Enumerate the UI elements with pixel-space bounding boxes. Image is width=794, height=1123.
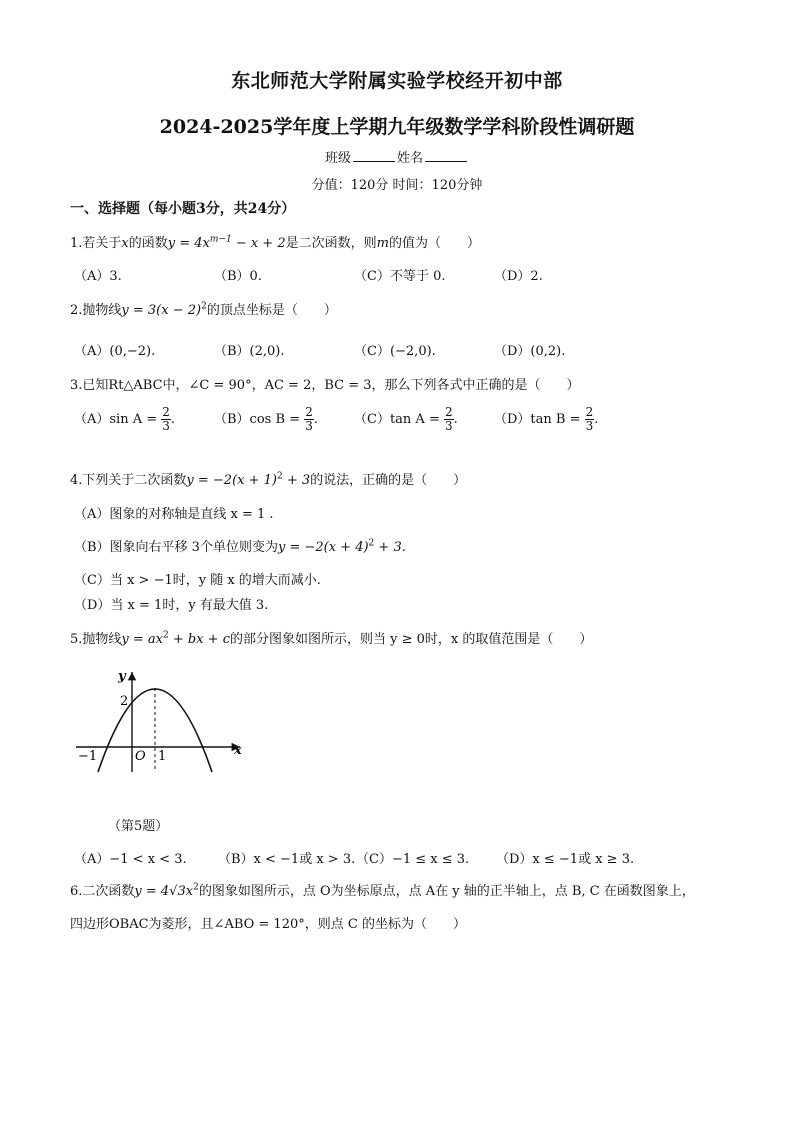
fraction: $\frac{2}{3}$	[305, 405, 313, 433]
q1-option-a[interactable]: （A）3.	[74, 269, 122, 284]
fraction: $\frac{2}{3}$	[585, 405, 594, 433]
name-label: 姓名	[397, 151, 424, 166]
question-1: 1.若关于x的函数$y = 4x^{m-1} - x + 2$是二次函数，则m的值为（ ）	[70, 234, 480, 251]
q1-option-b[interactable]: （B）0.	[214, 269, 262, 284]
label-origin: O	[135, 749, 146, 764]
q5-option-b[interactable]: （B）x < −1或 x > 3.	[218, 852, 356, 867]
figure-caption: （第5题）	[108, 819, 169, 834]
q5-option-a[interactable]: （A）−1 < x < 3.	[74, 852, 187, 867]
q2-option-a[interactable]: （A）(0,−2).	[74, 344, 156, 359]
q5-option-d[interactable]: （D）x ≤ −1或 x ≥ 3.	[496, 852, 635, 867]
q2-option-c[interactable]: （C）(−2,0).	[354, 344, 436, 359]
q4-option-a[interactable]: （A）图象的对称轴是直线 x = 1 .	[74, 507, 274, 522]
question-6-line-2: 四边形OBAC为菱形，且∠ABO = 120°，则点 C 的坐标为（ ）	[70, 917, 466, 932]
q3-option-b[interactable]: （B）cos B = $\frac{2}{3}$ .	[214, 405, 318, 433]
fraction: $\frac{2}{3}$	[162, 405, 170, 433]
q3-option-d[interactable]: （D）tan B = $\frac{2}{3}$ .	[494, 405, 599, 433]
q5-option-c[interactable]: （C）−1 ≤ x ≤ 3.	[356, 852, 470, 867]
q4-option-b[interactable]: （B）图象向右平移 3个单位则变为$y = -2(x + 4)^2 + 3$.	[74, 538, 406, 555]
name-blank[interactable]	[425, 149, 467, 162]
question-4: 4.下列关于二次函数$y = -2(x + 1)^2 + 3$的说法，正确的是（ ）	[70, 471, 467, 488]
parabola-graph	[72, 660, 252, 780]
q3-option-a[interactable]: （A）sin A = $\frac{2}{3}$ .	[74, 405, 176, 433]
q4-option-d[interactable]: （D）当 x = 1时，y 有最大值 3.	[74, 598, 269, 613]
question-2: 2.抛物线$y = 3(x - 2)^2$的顶点坐标是（ ）	[70, 301, 337, 318]
class-blank[interactable]	[353, 149, 395, 162]
q3-option-c[interactable]: （C）tan A = $\frac{2}{3}$ .	[354, 405, 458, 433]
question-5: 5.抛物线$y = ax^2$ + bx + c的部分图象如图所示，则当 y ≥ 0时，x 的取值范围是（ ）	[70, 630, 593, 647]
q2-option-d[interactable]: （D）(0,2).	[494, 344, 566, 359]
label-1: 1	[158, 749, 167, 764]
question-3: 3.已知Rt△ABC中，∠C = 90°，AC = 2，BC = 3，那么下列各式中正确的是（ ）	[70, 378, 580, 393]
q1-option-c[interactable]: （C）不等于 0.	[354, 269, 446, 284]
y-axis-label: y	[118, 669, 126, 684]
q4-option-c[interactable]: （C）当 x > −1时，y 随 x 的增大而减小.	[74, 573, 321, 588]
section-title: 一、选择题（每小题3分，共24分）	[70, 201, 296, 217]
question-6-line-1: 6.二次函数$y = 4√3x^2$的图象如图所示，点 O为坐标原点，点 A在 y 轴的正半轴上，点 B, C 在函数图象上，	[70, 882, 695, 899]
exam-title: 2024-2025学年度上学期九年级数学学科阶段性调研题	[159, 116, 635, 138]
q1-option-d[interactable]: （D）2.	[494, 269, 543, 284]
class-label: 班级	[324, 151, 351, 166]
label-neg1: −1	[78, 749, 98, 764]
class-name-line	[0, 147, 794, 166]
score-time: 分值：120分 时间：120分钟	[311, 178, 483, 193]
q2-option-b[interactable]: （B）(2,0).	[214, 344, 285, 359]
fraction: $\frac{2}{3}$	[444, 405, 453, 433]
school-title: 东北师范大学附属实验学校经开初中部	[231, 70, 563, 92]
label-2: 2	[120, 694, 129, 709]
x-axis-label: x	[234, 743, 242, 758]
